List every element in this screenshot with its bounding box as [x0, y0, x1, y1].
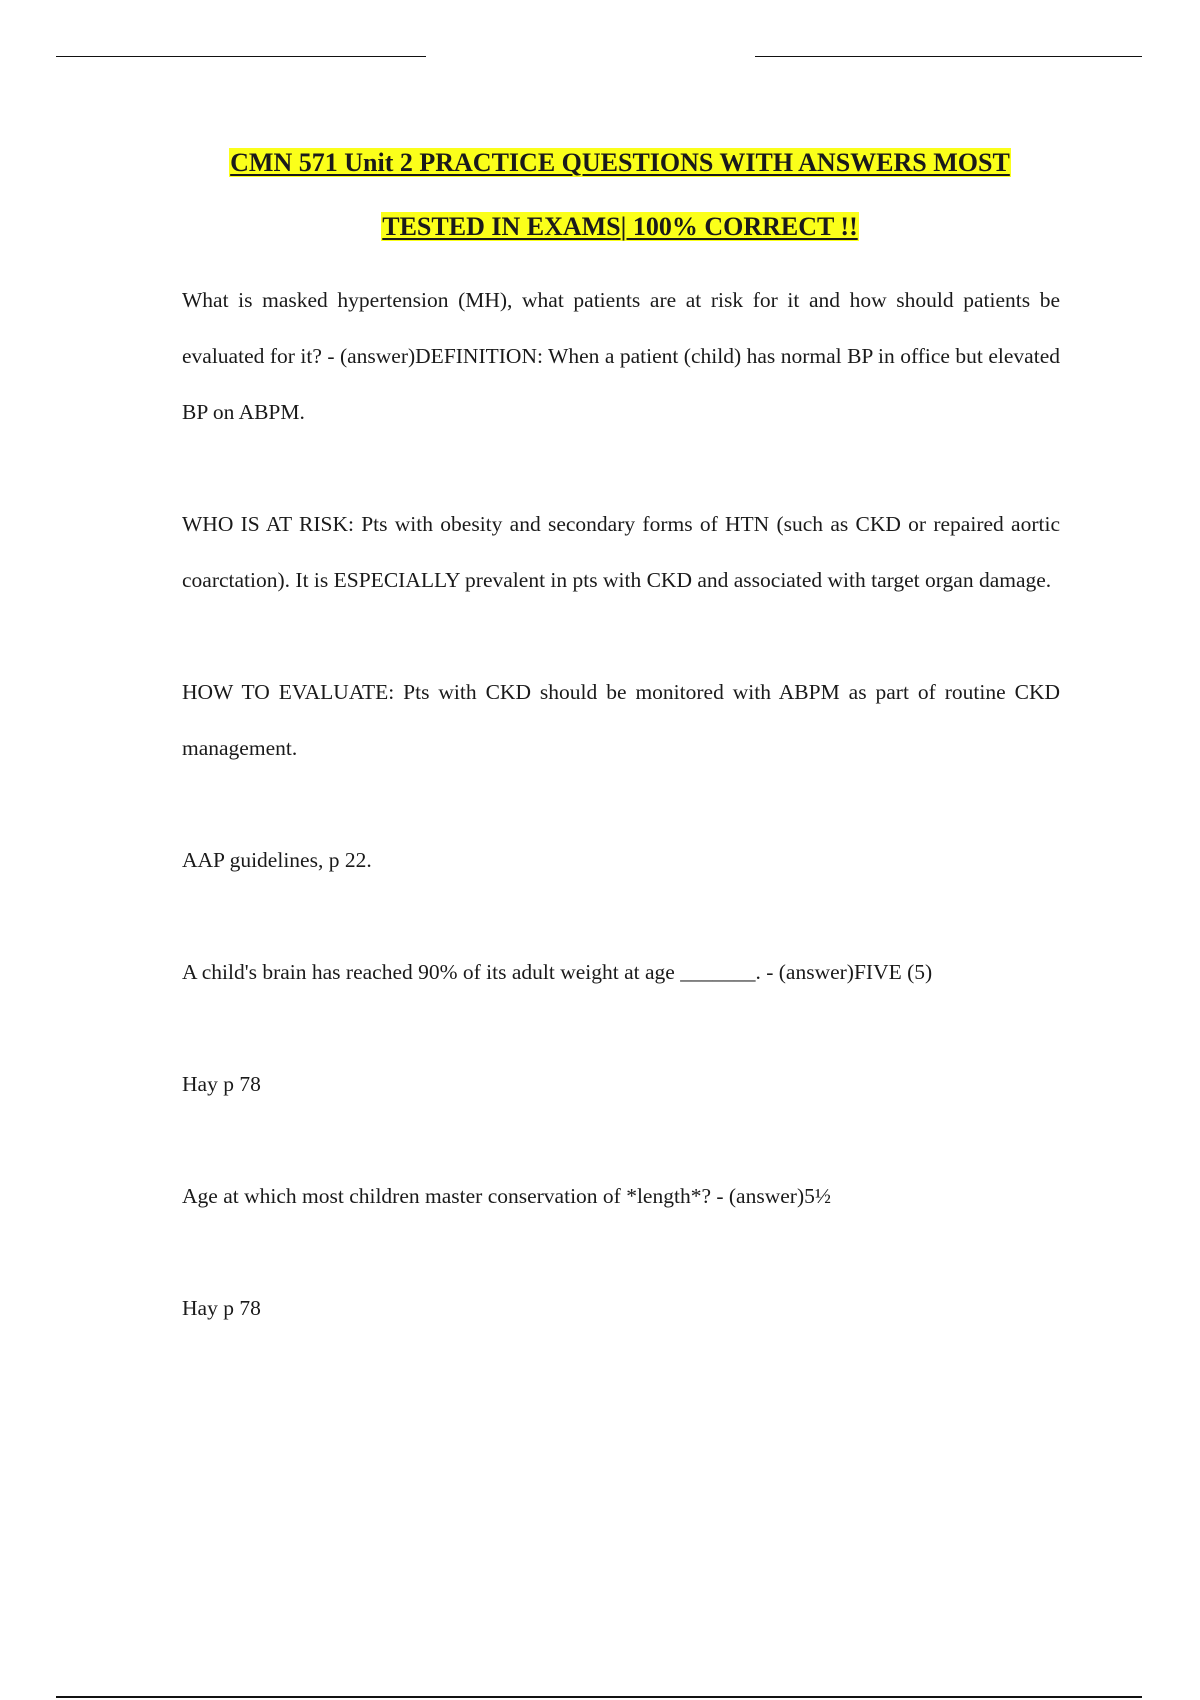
- paragraph-gap: [182, 440, 1060, 496]
- paragraph-gap: [182, 1000, 1060, 1056]
- document-title-line-2: [0, 212, 1200, 242]
- paragraph-gap: [182, 1224, 1060, 1280]
- footer-rule: [56, 1696, 1142, 1698]
- reference-hay-2: Hay p 78: [182, 1296, 261, 1320]
- title-highlight-2: TESTED IN EXAMS| 100% CORRECT !!: [382, 212, 858, 241]
- question-masked-hypertension-definition: What is masked hypertension (MH), what patients are at risk for it and how should patients be evaluated for it? - (answer)DEFINITION: When a patient (child) has normal BP in office but elevated BP on ABPM.: [182, 288, 1060, 424]
- paragraph-gap: [182, 776, 1060, 832]
- reference-hay-1: Hay p 78: [182, 1072, 261, 1096]
- masked-hypertension-risk: WHO IS AT RISK: Pts with obesity and secondary forms of HTN (such as CKD or repaired aortic coarctation). It is ESPECIALLY prevalent in pts with CKD and associated with target organ damage.: [182, 512, 1060, 592]
- masked-hypertension-evaluation: HOW TO EVALUATE: Pts with CKD should be monitored with ABPM as part of routine CKD management.: [182, 680, 1060, 760]
- document-title-line-1: [0, 148, 1200, 178]
- reference-aap-guidelines: AAP guidelines, p 22.: [182, 848, 372, 872]
- paragraph-gap: [182, 1112, 1060, 1168]
- title-highlight-1: CMN 571 Unit 2 PRACTICE QUESTIONS WITH ANSWERS MOST: [230, 148, 1010, 177]
- document-body: [182, 272, 1060, 1336]
- header-rule-right: [755, 56, 1142, 57]
- paragraph-gap: [182, 608, 1060, 664]
- question-conservation-length: Age at which most children master conservation of *length*? - (answer)5½: [182, 1184, 831, 1208]
- paragraph-gap: [182, 888, 1060, 944]
- question-brain-weight: A child's brain has reached 90% of its adult weight at age _______. - (answer)FIVE (5): [182, 960, 933, 984]
- header-rule-left: [56, 56, 426, 57]
